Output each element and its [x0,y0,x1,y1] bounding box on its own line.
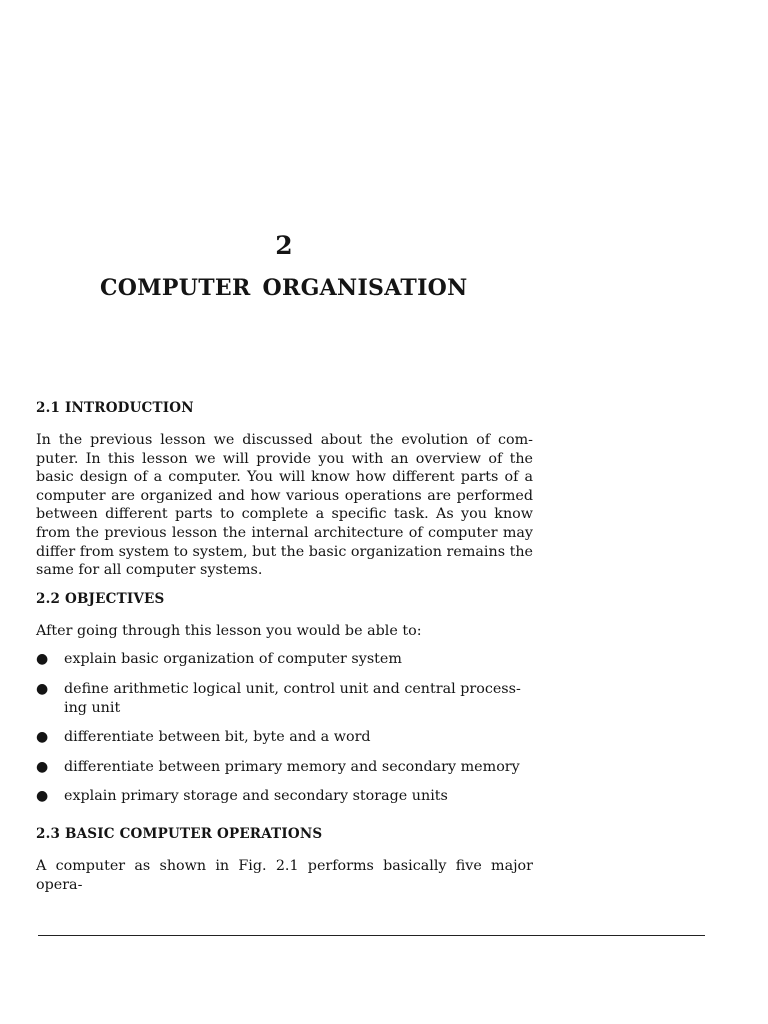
objective-item [36,728,533,747]
page-content [36,399,533,904]
objectives-intro: After going through this lesson you would be able to: [36,622,422,639]
objective-text: explain primary storage and secondary storage units [64,788,448,805]
objectives-list [36,650,533,806]
bullet-icon: ● [36,729,49,746]
bullet-icon: ● [36,788,49,805]
objective-item [36,758,533,777]
footer-divider [38,935,705,936]
objective-item [36,650,533,669]
objective-text: differentiate between primary memory and secondary memory [64,758,520,775]
bullet-icon: ● [36,651,49,668]
section-heading-introduction: 2.1 INTRODUCTION [36,400,194,416]
bullet-icon: ● [36,758,49,775]
objective-text: explain basic organization of computer system [64,651,402,668]
chapter-number: 2 [275,231,293,260]
objective-item [36,787,533,806]
objective-text: differentiate between bit, byte and a word [64,729,371,746]
bullet-icon: ● [36,680,49,697]
section-heading-basic-operations: 2.3 BASIC COMPUTER OPERATIONS [36,825,323,842]
basic-operations-paragraph: A computer as shown in Fig. 2.1 performs basically five major opera- [36,857,533,893]
introduction-paragraph: In the previous lesson we discussed about the evolution of computer. In this lesson we will provide you with an overview of the basic design of a computer. You will know how different parts of a computer are organized and how various operations are performed between different parts to complete a specific task. As you know from the previous lesson the internal architecture of computer may differ from system to system, but the basic organization remains the same for all computer systems. [36,432,533,579]
objective-item [36,680,533,717]
objective-text: define arithmetic logical unit, control unit and central processing unit [64,680,521,716]
chapter-title: COMPUTER ORGANISATION [100,275,468,301]
section-heading-objectives: 2.2 OBJECTIVES [36,590,165,607]
